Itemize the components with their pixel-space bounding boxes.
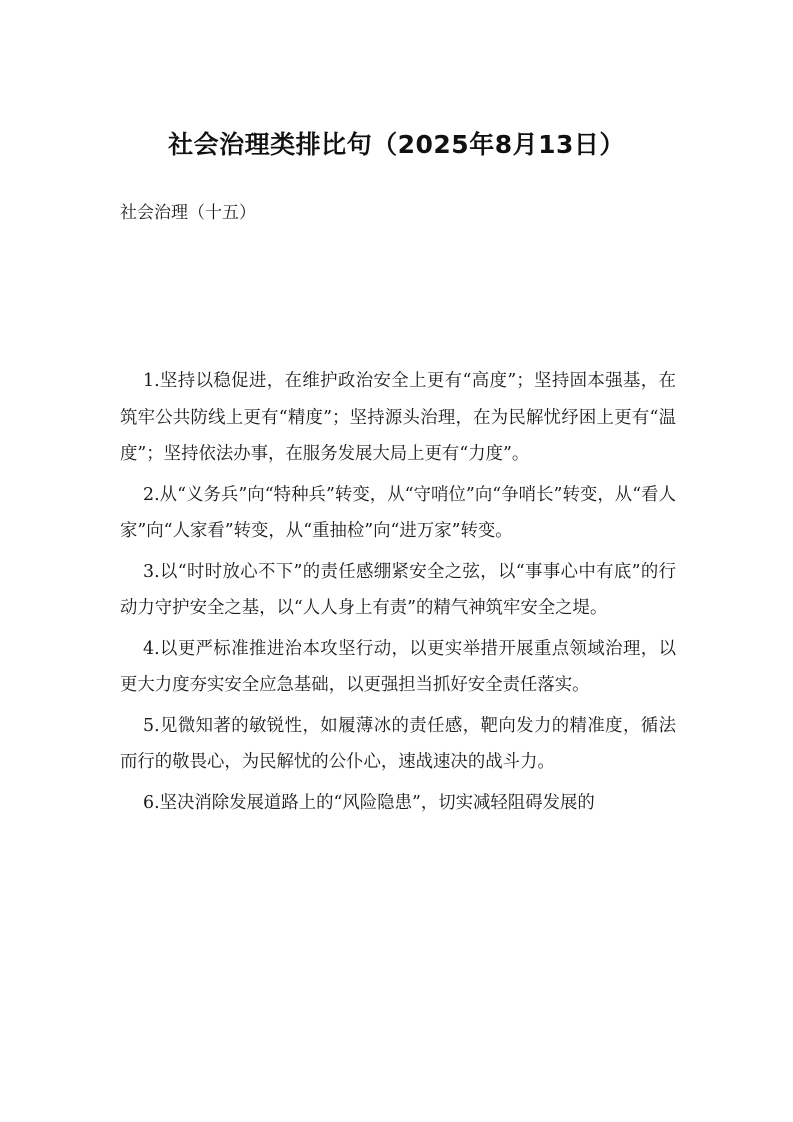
paragraph-2: 2.从“义务兵”向“特种兵”转变，从“守哨位”向“争哨长”转变，从“看人家”向“人家看”转变，从“重抽检”向“进万家”转变。 — [120, 484, 676, 541]
paragraph-1: 1.坚持以稳促进，在维护政治安全上更有“高度”；坚持固本强基，在筑牢公共防线上更有“精度”；坚持源头治理，在为民解忧纾困上更有“温度”；坚持依法办事，在服务发展大局上更有“力度”。 — [120, 371, 676, 464]
paragraph-3: 3.以“时时放心不下”的责任感绷紧安全之弦，以“事事心中有底”的行动力守护安全之基，以“人人身上有责”的精气神筑牢安全之堤。 — [120, 561, 676, 618]
paragraph-6: 6.坚决消除发展道路上的“风险隐患”，切实减轻阻碍发展的 — [143, 792, 595, 813]
document-title: 社会治理类排比句（2025年8月13日） — [168, 130, 625, 159]
paragraph-4: 4.以更严标准推进治本攻坚行动，以更实举措开展重点领域治理，以更大力度夯实安全应急基础，以更强担当抓好安全责任落实。 — [120, 638, 676, 695]
document-subtitle: 社会治理（十五） — [120, 203, 256, 223]
document-body — [120, 363, 676, 825]
paragraph-5: 5.见微知著的敏锐性，如履薄冰的责任感，靶向发力的精准度，循法而行的敬畏心，为民解忧的公仆心，速战速决的战斗力。 — [120, 715, 676, 772]
